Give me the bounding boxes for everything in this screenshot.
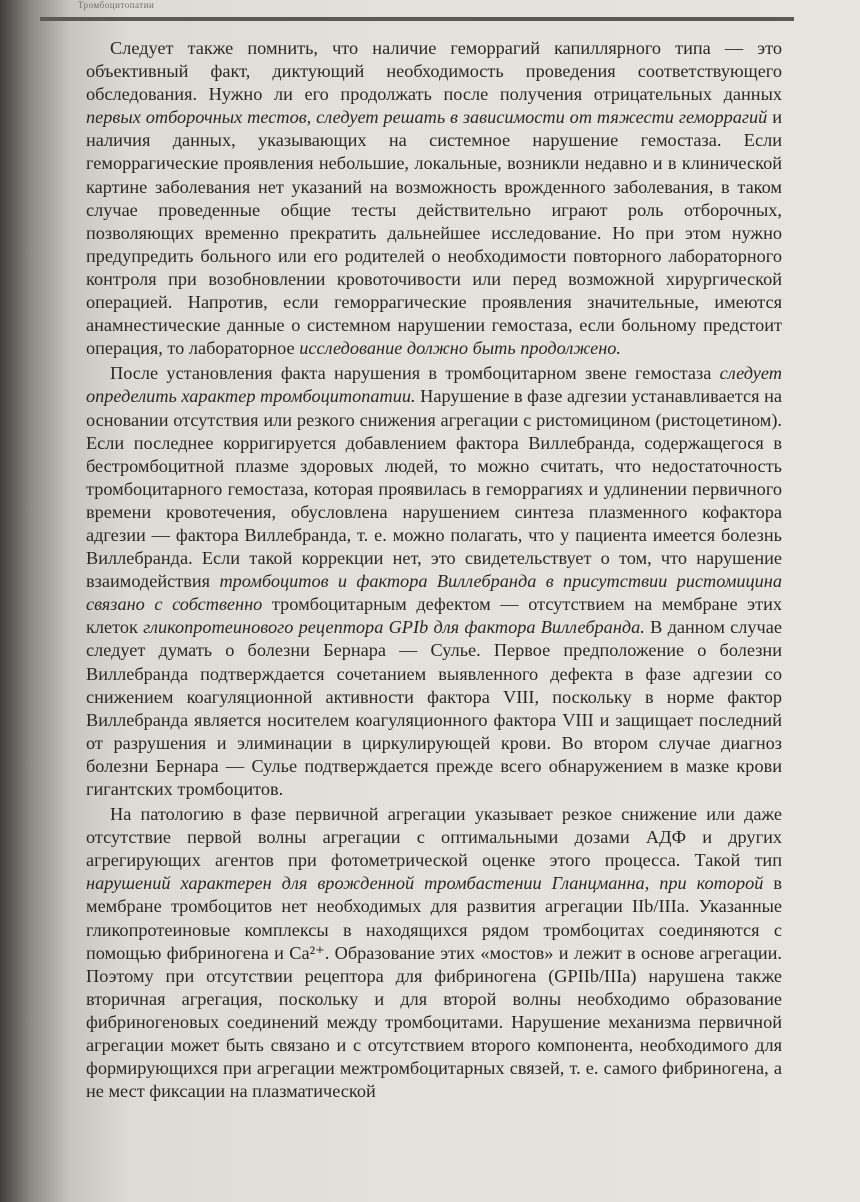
text-run: и наличия данных, указывающих на системное нарушение гемостаза. Если геморрагические проявления небольшие, локальные, возникли недавно и в клинической картине заболевания нет указаний на возможность врожденного заболевания, в таком случае проведенные общие тесты действительно играют роль отборочных, позволяющих временно прекратить дальнейшее исследование. Но при этом нужно предупредить больного или его родителей о необходимости повторного лабораторного контроля при возобновлении кровоточивости или перед возможной хирургической операцией. Напротив, если геморрагические проявления значительные, имеются анамнестические данные о системном нарушении гемостаза, если больному предстоит операция, то лабораторное xyxy=(86,107,782,359)
text-run: в мембране тромбоцитов нет необходимых для развития агрегации IIb/IIIa. Указанные гликопротеиновые комплексы в находящихся рядом тромбоцитах соединяются с помощью фибриногена и Ca²⁺. Образование этих «мостов» и лежит в основе агрегации. Поэтому при отсутствии рецептора для фибриногена (GPIIb/IIIa) нарушена также вторичная агрегация, поскольку и для второй волны необходимо образование фибриногеновых соединений между тромбоцитами. Нарушение механизма первичной агрегации может быть связано и с отсутствием второго компонента, необходимого для формирующихся при агрегации межтромбоцитарных связей, т. е. самого фибриногена, а не мест фиксации на плазматической xyxy=(86,873,783,1102)
paragraph-1 xyxy=(86,37,782,360)
paragraph-2 xyxy=(86,362,782,801)
body-text xyxy=(86,37,782,1105)
paragraph-3 xyxy=(86,803,782,1103)
text-run: В данном случае следует думать о болезни Бернара — Сулье. Первое предположение о болезни Виллебранда подтверждается сочетанием выявленного дефекта в фазе адгезии со снижением коагуляционной активности фактора VIII, поскольку в норме фактор Виллебранда является носителем коагуляционного фактора VIII и защищает последний от разрушения и элиминации в циркулирующей крови. Во втором случае диагноз болезни Бернара — Сулье подтверждается прежде всего обнаружением в мазке крови гигантских тромбоцитов. xyxy=(86,617,782,799)
italic-run: следует определить характер тромбоцитопатии. xyxy=(86,363,782,407)
italic-run: тромбоцитов и фактора Виллебранда в присутствии ристомицина связано с собственно xyxy=(86,571,782,615)
italic-run: гликопротеинового рецептора GPIb для фактора Виллебранда. xyxy=(143,617,645,638)
italic-run: нарушений характерен для врожденной тромбастении Гланцманна, при которой xyxy=(86,873,764,894)
header-rule xyxy=(40,17,794,21)
italic-run: исследование должно быть продолжено. xyxy=(299,338,621,359)
text-run: На патологию в фазе первичной агрегации указывает резкое снижение или даже отсутствие первой волны агрегации с оптимальными дозами АДФ и других агрегирующих агентов при фотометрической оценке этого процесса. Такой тип xyxy=(86,804,782,871)
text-run: Следует также помнить, что наличие геморрагий капиллярного типа — это объективный факт, диктующий необходимость проведения соответствующего обследования. Нужно ли его продолжать после получения отрицательных данных xyxy=(86,38,782,105)
text-run: После установления факта нарушения в тромбоцитарном звене гемостаза xyxy=(110,363,720,384)
italic-run: первых отборочных тестов, следует решать в зависимости от тяжести геморрагий xyxy=(86,107,768,128)
running-head: Тромбоцитопатии xyxy=(78,0,155,10)
text-run: Нарушение в фазе адгезии устанавливается на основании отсутствия или резкого снижения агрегации с ристомицином (ристоцетином). Если последнее корригируется добавлением фактора Виллебранда, содержащегося в бестромбоцитной плазме здоровых людей, то можно считать, что недостаточность тромбоцитарного гемостаза, которая проявилась в геморрагиях и удлинении первичного времени кровотечения, обусловлена нарушением синтеза плазменного кофактора адгезии — фактора Виллебранда, т. е. можно полагать, что у пациента имеется болезнь Виллебранда. Если такой коррекции нет, это свидетельствует о том, что нарушение взаимодействия xyxy=(86,386,782,592)
text-run: тромбоцитарным дефектом — отсутствием на мембране этих клеток xyxy=(86,594,782,638)
